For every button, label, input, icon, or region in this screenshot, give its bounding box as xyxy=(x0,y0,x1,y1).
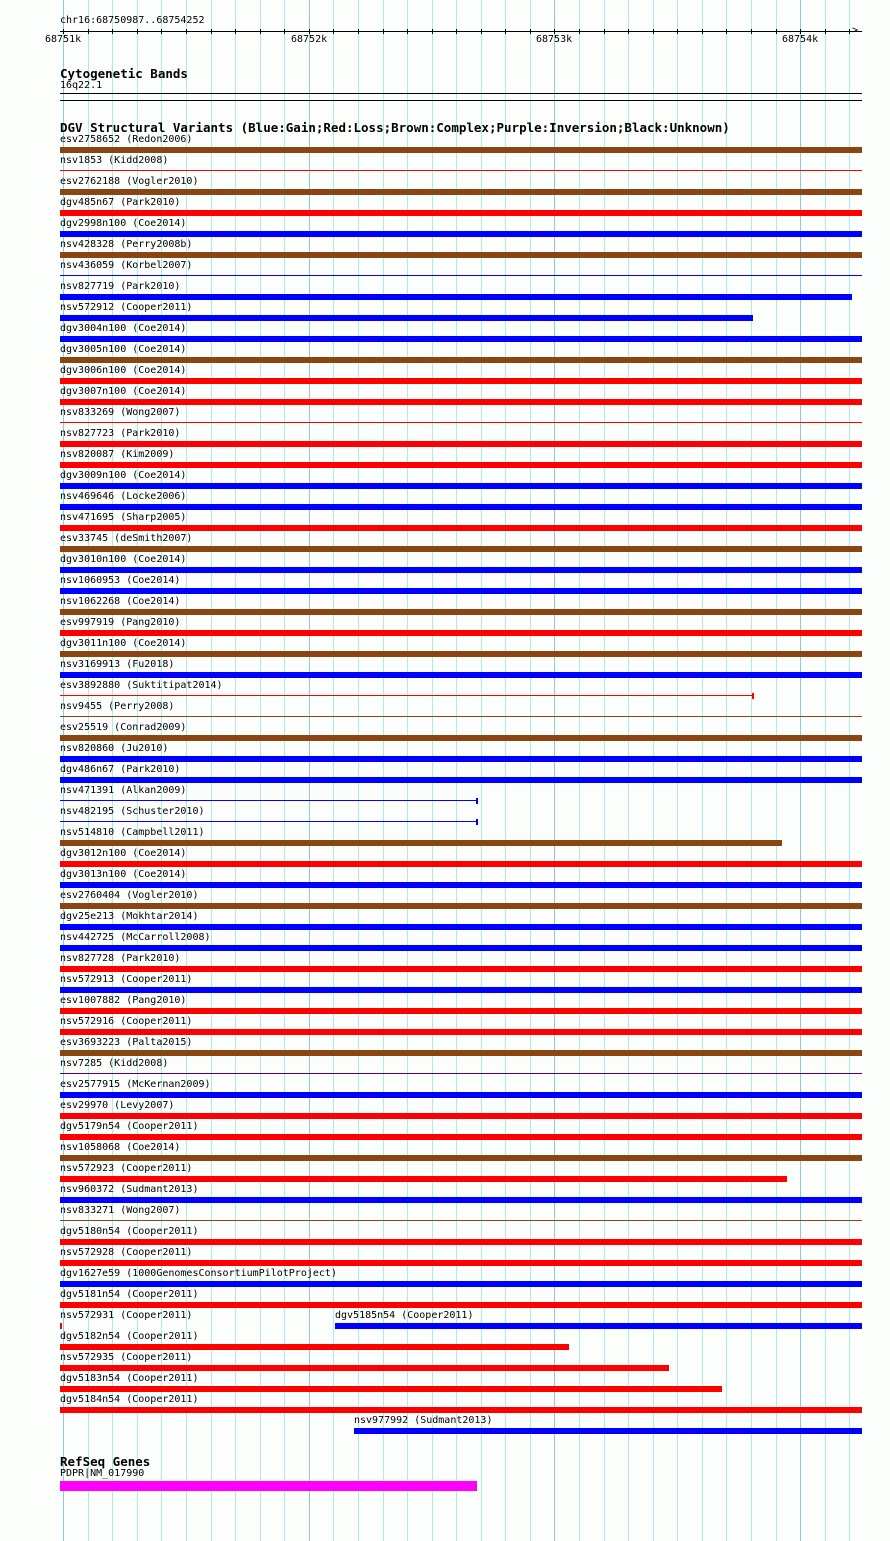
variant-bar-gain[interactable] xyxy=(335,1323,862,1329)
variant-line-loss[interactable] xyxy=(60,170,862,171)
variant-bar-complex[interactable] xyxy=(60,147,862,153)
variant-label[interactable]: nsv572928 (Cooper2011) xyxy=(60,1247,193,1258)
variant-label[interactable]: nsv572931 (Cooper2011) xyxy=(60,1310,193,1321)
variant-label[interactable]: nsv471391 (Alkan2009) xyxy=(60,785,187,796)
variant-line-complex[interactable] xyxy=(60,1220,862,1221)
variant-label[interactable]: esv3693223 (Palta2015) xyxy=(60,1037,193,1048)
variant-bar-gain[interactable] xyxy=(60,882,862,888)
variant-label[interactable]: dgv2998n100 (Coe2014) xyxy=(60,218,187,229)
variant-bar-complex[interactable] xyxy=(60,252,862,258)
variant-bar-complex[interactable] xyxy=(60,609,862,615)
variant-bar-loss[interactable] xyxy=(60,630,862,636)
variant-label[interactable]: dgv3009n100 (Coe2014) xyxy=(60,470,187,481)
variant-label[interactable]: nsv572916 (Cooper2011) xyxy=(60,1016,193,1027)
variant-label[interactable]: dgv5180n54 (Cooper2011) xyxy=(60,1226,199,1237)
dgv-track-title: DGV Structural Variants (Blue:Gain;Red:Loss;Brown:Complex;Purple:Inversion;Black:Unknown) xyxy=(60,120,730,135)
variant-label[interactable]: nsv442725 (McCarroll2008) xyxy=(60,932,211,943)
variant-label[interactable]: dgv3013n100 (Coe2014) xyxy=(60,869,187,880)
variant-label[interactable]: nsv827719 (Park2010) xyxy=(60,281,181,292)
variant-label[interactable]: esv29970 (Levy2007) xyxy=(60,1100,175,1111)
variant-end-marker xyxy=(476,798,478,804)
variant-bar-complex[interactable] xyxy=(60,651,862,657)
variant-bar-gain[interactable] xyxy=(60,483,862,489)
variant-bar-loss[interactable] xyxy=(60,966,862,972)
variant-bar-gain[interactable] xyxy=(60,336,862,342)
variant-bar-complex[interactable] xyxy=(60,903,862,909)
variant-label[interactable]: nsv471695 (Sharp2005) xyxy=(60,512,187,523)
ruler-tick-label: 68751k xyxy=(45,34,82,45)
cytoband-track-title: Cytogenetic Bands xyxy=(60,66,188,81)
variant-label[interactable]: nsv820860 (Ju2010) xyxy=(60,743,169,754)
variant-label[interactable]: nsv9455 (Perry2008) xyxy=(60,701,175,712)
variant-bar-loss[interactable] xyxy=(60,378,862,384)
variant-label[interactable]: nsv3169913 (Fu2018) xyxy=(60,659,175,670)
variant-label[interactable]: dgv5179n54 (Cooper2011) xyxy=(60,1121,199,1132)
variant-bar-loss[interactable] xyxy=(60,1344,569,1350)
variant-bar-gain[interactable] xyxy=(60,924,862,930)
variant-bar-gain[interactable] xyxy=(60,567,862,573)
variant-bar-gain[interactable] xyxy=(60,1197,862,1203)
variant-label[interactable]: nsv1062268 (Coe2014) xyxy=(60,596,181,607)
variant-label[interactable]: dgv3010n100 (Coe2014) xyxy=(60,554,187,565)
variant-label[interactable]: dgv3004n100 (Coe2014) xyxy=(60,323,187,334)
variant-label[interactable]: dgv485n67 (Park2010) xyxy=(60,197,181,208)
variant-label[interactable]: dgv3006n100 (Coe2014) xyxy=(60,365,187,376)
variant-label[interactable]: dgv3012n100 (Coe2014) xyxy=(60,848,187,859)
variant-label[interactable]: esv997919 (Pang2010) xyxy=(60,617,181,628)
variant-bar-complex[interactable] xyxy=(60,189,862,195)
variant-label[interactable]: nsv833269 (Wong2007) xyxy=(60,407,181,418)
variant-bar-loss[interactable] xyxy=(60,399,862,405)
variant-label[interactable]: dgv5182n54 (Cooper2011) xyxy=(60,1331,199,1342)
ruler-arrow-icon: > xyxy=(852,25,859,36)
variant-label[interactable]: esv2762188 (Vogler2010) xyxy=(60,176,199,187)
variant-bar-loss[interactable] xyxy=(60,1260,862,1266)
variant-bar-loss[interactable] xyxy=(60,1134,862,1140)
variant-label[interactable]: dgv5184n54 (Cooper2011) xyxy=(60,1394,199,1405)
variant-bar-gain[interactable] xyxy=(60,588,862,594)
variant-bar-loss[interactable] xyxy=(60,1176,787,1182)
variant-bar-gain[interactable] xyxy=(60,231,862,237)
variant-label[interactable]: nsv820087 (Kim2009) xyxy=(60,449,175,460)
variant-label[interactable]: dgv5181n54 (Cooper2011) xyxy=(60,1289,199,1300)
variant-label[interactable]: nsv1058068 (Coe2014) xyxy=(60,1142,181,1153)
gene-label[interactable]: PDPR|NM_017990 xyxy=(60,1468,145,1479)
variant-label[interactable]: nsv572935 (Cooper2011) xyxy=(60,1352,193,1363)
variant-label[interactable]: dgv3011n100 (Coe2014) xyxy=(60,638,187,649)
variant-bar-complex[interactable] xyxy=(60,840,782,846)
variant-label[interactable]: esv2577915 (McKernan2009) xyxy=(60,1079,211,1090)
variant-bar-complex[interactable] xyxy=(60,546,862,552)
variant-label[interactable]: nsv572913 (Cooper2011) xyxy=(60,974,193,985)
variant-bar-loss[interactable] xyxy=(60,1113,862,1119)
variant-label[interactable]: nsv428328 (Perry2008b) xyxy=(60,239,193,250)
variant-bar-loss[interactable] xyxy=(60,1029,862,1035)
variant-label[interactable]: nsv960372 (Sudmant2013) xyxy=(60,1184,199,1195)
variant-label[interactable]: dgv3005n100 (Coe2014) xyxy=(60,344,187,355)
variant-label[interactable]: nsv436059 (Korbel2007) xyxy=(60,260,193,271)
variant-label[interactable]: nsv469646 (Locke2006) xyxy=(60,491,187,502)
variant-bar-gain[interactable] xyxy=(60,1092,862,1098)
variant-bar-gain[interactable] xyxy=(354,1428,862,1434)
range-label: chr16:68750987..68754252 xyxy=(60,15,205,26)
variant-label[interactable]: nsv572923 (Cooper2011) xyxy=(60,1163,193,1174)
variant-bar-loss[interactable] xyxy=(60,1008,862,1014)
variant-label[interactable]: esv2758652 (Redon2006) xyxy=(60,134,193,145)
refseq-track-title: RefSeq Genes xyxy=(60,1454,151,1469)
variant-label[interactable]: nsv827723 (Park2010) xyxy=(60,428,181,439)
variant-bar-loss[interactable] xyxy=(60,441,862,447)
variant-bar-loss[interactable] xyxy=(60,1323,62,1329)
variant-bar-gain[interactable] xyxy=(60,315,753,321)
gene-bar[interactable] xyxy=(60,1481,477,1491)
variant-label[interactable]: nsv977992 (Sudmant2013) xyxy=(354,1415,493,1426)
variant-bar-loss[interactable] xyxy=(60,861,862,867)
variant-bar-loss[interactable] xyxy=(60,1386,722,1392)
variant-bar-gain[interactable] xyxy=(60,504,862,510)
variant-bar-gain[interactable] xyxy=(60,294,852,300)
variant-end-marker xyxy=(476,819,478,825)
variant-label[interactable]: esv33745 (deSmith2007) xyxy=(60,533,193,544)
cytoband-label[interactable]: 16q22.1 xyxy=(60,80,103,91)
variant-bar-complex[interactable] xyxy=(60,357,862,363)
variant-label[interactable]: nsv482195 (Schuster2010) xyxy=(60,806,205,817)
ruler-tick-label: 68752k xyxy=(291,34,328,45)
variant-label[interactable]: nsv514810 (Campbell2011) xyxy=(60,827,205,838)
variant-label[interactable]: dgv5185n54 (Cooper2011) xyxy=(335,1310,474,1321)
variant-line-inversion[interactable] xyxy=(60,1073,862,1074)
variant-bar-loss[interactable] xyxy=(60,1365,669,1371)
variant-bar-complex[interactable] xyxy=(60,1155,862,1161)
variant-label[interactable]: esv3892880 (Suktitipat2014) xyxy=(60,680,223,691)
variant-label[interactable]: nsv1853 (Kidd2008) xyxy=(60,155,169,166)
variant-label[interactable]: nsv833271 (Wong2007) xyxy=(60,1205,181,1216)
variant-line-gain[interactable] xyxy=(60,275,862,276)
variant-end-marker xyxy=(752,693,754,699)
variant-bar-loss[interactable] xyxy=(60,210,862,216)
variant-bar-loss[interactable] xyxy=(60,1407,862,1413)
variant-line-loss[interactable] xyxy=(60,695,753,696)
variant-label[interactable]: nsv1060953 (Coe2014) xyxy=(60,575,181,586)
variant-bar-gain[interactable] xyxy=(60,945,862,951)
variant-bar-complex[interactable] xyxy=(60,735,862,741)
variant-label[interactable]: esv2760404 (Vogler2010) xyxy=(60,890,199,901)
variant-bar-loss[interactable] xyxy=(60,1302,862,1308)
variant-bar-gain[interactable] xyxy=(60,672,862,678)
variant-label[interactable]: nsv7285 (Kidd2008) xyxy=(60,1058,169,1069)
variant-line-gain[interactable] xyxy=(60,800,477,801)
variant-bar-loss[interactable] xyxy=(60,462,862,468)
variant-label[interactable]: dgv25e213 (Mokhtar2014) xyxy=(60,911,199,922)
variant-label[interactable]: dgv5183n54 (Cooper2011) xyxy=(60,1373,199,1384)
variant-label[interactable]: dgv1627e59 (1000GenomesConsortiumPilotProject) xyxy=(60,1268,337,1279)
variant-line-gain[interactable] xyxy=(60,821,477,822)
variant-bar-gain[interactable] xyxy=(60,1281,862,1287)
variant-bar-complex[interactable] xyxy=(60,1050,862,1056)
variant-bar-gain[interactable] xyxy=(60,756,862,762)
variant-label[interactable]: esv1007882 (Pang2010) xyxy=(60,995,187,1006)
ruler-tick-label: 68753k xyxy=(536,34,573,45)
variant-line-loss[interactable] xyxy=(60,422,862,423)
variant-bar-loss[interactable] xyxy=(60,525,862,531)
variant-label[interactable]: nsv827728 (Park2010) xyxy=(60,953,181,964)
variant-bar-gain[interactable] xyxy=(60,777,862,783)
variant-bar-loss[interactable] xyxy=(60,1239,862,1245)
ruler-tick-label: 68754k xyxy=(782,34,819,45)
variant-line-complex[interactable] xyxy=(60,716,862,717)
variant-bar-gain[interactable] xyxy=(60,987,862,993)
variant-label[interactable]: dgv486n67 (Park2010) xyxy=(60,764,181,775)
variant-label[interactable]: nsv572912 (Cooper2011) xyxy=(60,302,193,313)
variant-label[interactable]: esv25519 (Conrad2009) xyxy=(60,722,187,733)
variant-label[interactable]: dgv3007n100 (Coe2014) xyxy=(60,386,187,397)
